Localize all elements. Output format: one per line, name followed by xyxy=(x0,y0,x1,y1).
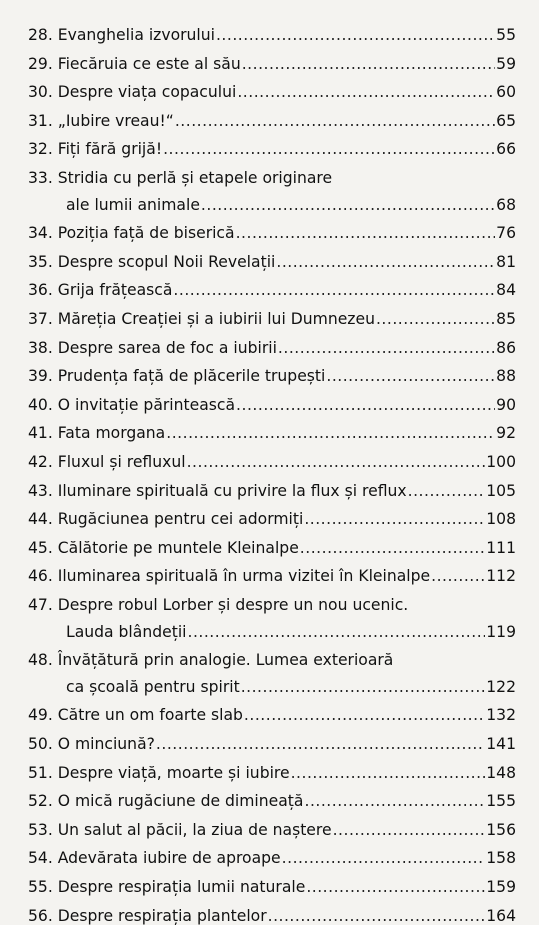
toc-entry-title: 28. Evanghelia izvorului xyxy=(28,26,215,44)
leader-dots xyxy=(300,539,485,557)
toc-entry-title: 55. Despre respirația lumii naturale xyxy=(28,878,306,896)
toc-page-number: 155 xyxy=(486,792,516,811)
toc-entry-title: 29. Fiecăruia ce este al său xyxy=(28,54,241,73)
toc-entry-title: 36. Grija frățească xyxy=(28,281,173,300)
toc-entry-title: 30. Despre viața copacului xyxy=(28,83,237,102)
toc-entry-title: 37. Măreția Creației și a iubirii lui Dumnezeu xyxy=(28,310,375,328)
toc-page-number: 76 xyxy=(496,224,516,243)
toc-page-number: 158 xyxy=(486,849,516,868)
toc-entry-title: 50. O minciună? xyxy=(28,735,155,753)
toc-page-number: 68 xyxy=(496,195,516,214)
leader-dots xyxy=(175,112,495,130)
toc-page-number: 59 xyxy=(496,54,516,73)
toc-page-number: 100 xyxy=(486,453,516,471)
toc-page-number: 55 xyxy=(496,26,516,44)
leader-dots xyxy=(216,26,495,44)
leader-dots xyxy=(244,706,485,724)
toc-entry-title: 40. O invitație părintească xyxy=(28,395,236,414)
toc-entry-title-continued: Lauda blândeții xyxy=(66,622,187,641)
toc-entry-title: 33. Stridia cu perlă și etapele originare xyxy=(28,169,333,187)
toc-entry-title: 31. „Iubire vreau!“ xyxy=(28,111,174,130)
toc-page-number: 159 xyxy=(486,878,516,896)
toc-page-number: 84 xyxy=(496,281,516,300)
toc-entry-title: 56. Despre respirația plantelor xyxy=(28,906,267,925)
leader-dots xyxy=(326,367,495,385)
leader-dots xyxy=(237,83,495,101)
toc-page-number: 112 xyxy=(486,567,516,586)
leader-dots xyxy=(236,224,496,242)
leader-dots xyxy=(306,878,485,896)
leader-dots xyxy=(166,424,495,442)
toc-entry-title: 48. Învățătură prin analogie. Lumea exterioară xyxy=(28,651,394,670)
leader-dots xyxy=(282,849,486,867)
toc-entry-title: 53. Un salut al păcii, la ziua de naștere xyxy=(28,820,332,839)
leader-dots xyxy=(333,821,486,839)
leader-dots xyxy=(291,764,486,782)
leader-dots xyxy=(163,140,495,158)
leader-dots xyxy=(304,510,485,528)
leader-dots xyxy=(376,310,495,328)
toc-page-number: 156 xyxy=(486,820,516,839)
toc-page-number: 122 xyxy=(486,677,516,696)
toc-entry-title: 44. Rugăciunea pentru cei adormiți xyxy=(28,510,304,529)
toc-entry-title: 46. Iluminarea spirituală în urma vizitei în Kleinalpe xyxy=(28,567,431,586)
toc-page-number: 132 xyxy=(486,706,516,725)
toc-page-number: 88 xyxy=(496,367,516,386)
leader-dots xyxy=(408,482,486,500)
leader-dots xyxy=(187,453,486,471)
toc-page-number: 90 xyxy=(496,395,516,414)
toc-entry-title: 41. Fata morgana xyxy=(28,424,166,443)
toc-entry-title: 34. Poziția față de biserică xyxy=(28,224,235,243)
leader-dots xyxy=(278,339,495,357)
toc-page-number: 92 xyxy=(496,424,516,443)
toc-page-number: 81 xyxy=(496,252,516,271)
toc-page-number: 85 xyxy=(496,310,516,328)
toc-entry-title: 47. Despre robul Lorber și despre un nou ucenic. xyxy=(28,596,409,614)
toc-page-number: 119 xyxy=(486,622,516,641)
toc-entry-title: 32. Fiți fără grijă! xyxy=(28,140,163,159)
leader-dots xyxy=(431,567,485,585)
toc-page-number: 141 xyxy=(486,735,516,753)
toc-page-number: 164 xyxy=(486,906,516,925)
toc-page-number: 86 xyxy=(496,338,516,357)
leader-dots xyxy=(276,253,495,271)
leader-dots xyxy=(241,678,486,696)
toc-page-number: 105 xyxy=(486,481,516,500)
toc-entry-title: 52. O mică rugăciune de dimineață xyxy=(28,792,304,811)
toc-entry-title: 45. Călătorie pe muntele Kleinalpe xyxy=(28,538,299,557)
toc-entry-title-continued: ale lumii animale xyxy=(66,195,200,214)
leader-dots xyxy=(268,907,486,925)
toc-entry-title: 39. Prudența față de plăcerile trupești xyxy=(28,367,326,386)
toc-entry-title: 54. Adevărata iubire de aproape xyxy=(28,849,281,868)
toc-page-number: 60 xyxy=(496,83,516,102)
toc-entry-title: 51. Despre viață, moarte și iubire xyxy=(28,763,290,782)
toc-page-number: 148 xyxy=(486,763,516,782)
leader-dots xyxy=(242,55,495,73)
leader-dots xyxy=(187,623,485,641)
toc-entry-title: 35. Despre scopul Noii Revelații xyxy=(28,252,276,271)
leader-dots xyxy=(236,396,495,414)
toc-page-number: 111 xyxy=(486,538,516,557)
leader-dots xyxy=(304,792,485,810)
toc-entry-title: 42. Fluxul și refluxul xyxy=(28,453,186,471)
toc-entry-title-continued: ca școală pentru spirit xyxy=(66,677,240,696)
toc-entry-title: 38. Despre sarea de foc a iubirii xyxy=(28,338,277,357)
toc-page-number: 108 xyxy=(486,510,516,529)
leader-dots xyxy=(156,735,485,753)
toc-entry-title: 49. Către un om foarte slab xyxy=(28,706,243,725)
leader-dots xyxy=(201,196,495,214)
toc-entry-title: 43. Iluminare spirituală cu privire la flux și reflux xyxy=(28,481,407,500)
toc-page-number: 65 xyxy=(496,111,516,130)
toc-page-number: 66 xyxy=(496,140,516,159)
leader-dots xyxy=(173,281,495,299)
